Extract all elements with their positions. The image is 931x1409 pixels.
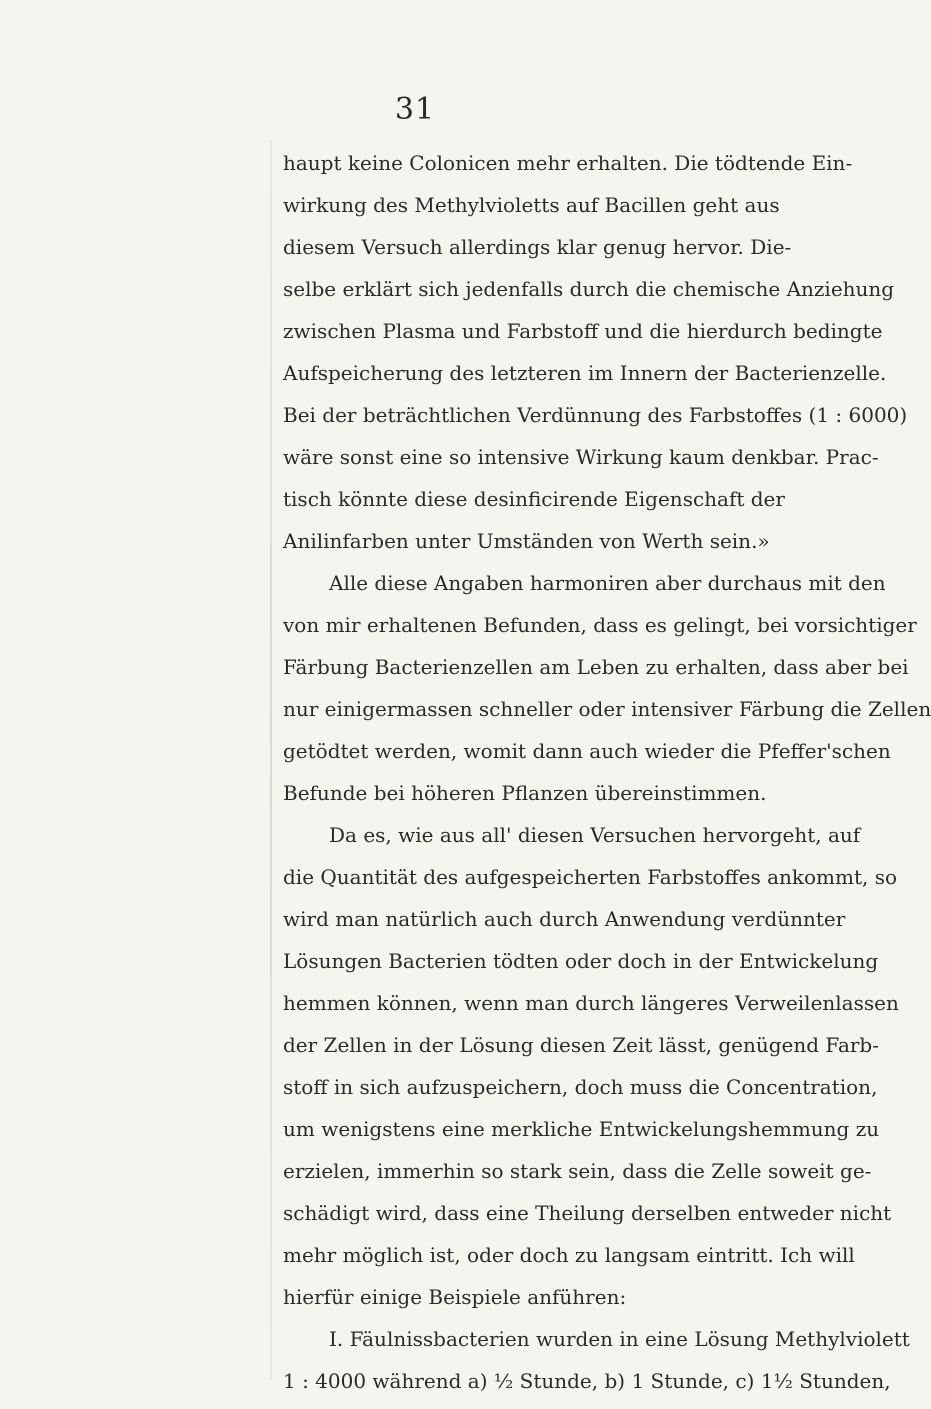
page-number: 31 <box>394 92 436 127</box>
text-line: hemmen können, wenn man durch längeres Verweilenlassen <box>283 991 899 1015</box>
text-line: Färbung Bacterienzellen am Leben zu erhalten, dass aber bei <box>283 655 909 679</box>
text-line: hierfür einige Beispiele anführen: <box>283 1285 627 1309</box>
text-line: Lösungen Bacterien tödten oder doch in der Entwickelung <box>283 949 879 973</box>
text-line: mehr möglich ist, oder doch zu langsam eintritt. Ich will <box>283 1243 855 1267</box>
text-line: tisch könnte diese desinficirende Eigenschaft der <box>283 487 785 511</box>
text-line: der Zellen in der Lösung diesen Zeit lässt, genügend Farb- <box>283 1033 879 1057</box>
text-line: Befunde bei höheren Pflanzen übereinstimmen. <box>283 781 767 805</box>
text-line: die Quantität des aufgespeicherten Farbstoffes ankommt, so <box>283 865 898 889</box>
text-line: wäre sonst eine so intensive Wirkung kaum denkbar. Prac- <box>283 445 879 469</box>
text-line: stoff in sich aufzuspeichern, doch muss die Concentration, <box>283 1075 878 1099</box>
text-line: Aufspeicherung des letzteren im Innern der Bacterienzelle. <box>283 361 887 385</box>
text-line: wirkung des Methylvioletts auf Bacillen geht aus <box>283 193 780 217</box>
text-line: schädigt wird, dass eine Theilung derselben entweder nicht <box>283 1201 892 1225</box>
text-line: wird man natürlich auch durch Anwendung verdünnter <box>283 907 846 931</box>
text-line: Alle diese Angaben harmoniren aber durchaus mit den <box>329 571 886 595</box>
text-line: Anilinfarben unter Umständen von Werth sein.» <box>283 529 770 553</box>
text-line: Bei der beträchtlichen Verdünnung des Farbstoffes (1 : 6000) <box>283 403 908 427</box>
text-line: I. Fäulnissbacterien wurden in eine Lösung Methylviolett <box>329 1327 910 1351</box>
text-line: zwischen Plasma und Farbstoff und die hierdurch bedingte <box>283 319 883 343</box>
text-line: erzielen, immerhin so stark sein, dass die Zelle soweit ge- <box>283 1159 872 1183</box>
text-line: 1 : 4000 während a) ½ Stunde, b) 1 Stunde, c) 1½ Stunden, <box>283 1369 891 1393</box>
text-line: Da es, wie aus all' diesen Versuchen hervorgeht, auf <box>329 823 861 847</box>
text-line: getödtet werden, womit dann auch wieder die Pfeffer'schen <box>283 739 891 763</box>
text-line: um wenigstens eine merkliche Entwickelungshemmung zu <box>283 1117 880 1141</box>
text-line: selbe erklärt sich jedenfalls durch die chemische Anziehung <box>283 277 895 301</box>
text-line: haupt keine Colonicen mehr erhalten. Die tödtende Ein- <box>283 151 853 175</box>
page-gutter-shadow <box>270 140 272 1380</box>
text-line: von mir erhaltenen Befunden, dass es gelingt, bei vorsichtiger <box>283 613 917 637</box>
text-line: nur einigermassen schneller oder intensiver Färbung die Zellen <box>283 697 931 721</box>
text-line: diesem Versuch allerdings klar genug hervor. Die- <box>283 235 792 259</box>
body-text <box>283 142 931 1402</box>
